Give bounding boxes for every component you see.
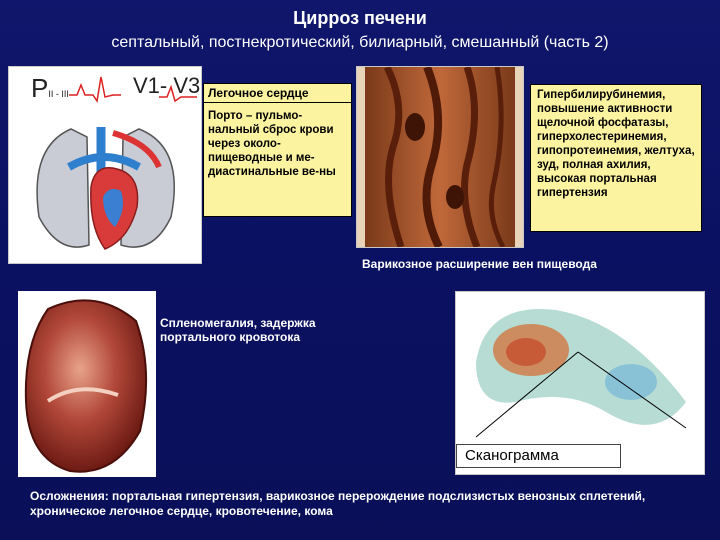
spleen-caption: Спленомегалия, задержка портального кровотока — [160, 316, 316, 344]
esophagus-caption: Варикозное расширение вен пищевода — [362, 257, 597, 271]
pulmonary-heart-box — [203, 83, 352, 217]
lab-findings-text: Гипербилирубинемия, повышение активности щелочной фосфатазы, гиперхолестеринемия, гипопротеинемия, желтуха, зуд, полная ахилия, высокая портальная гипертензия — [537, 89, 695, 199]
pulmonary-heart-heading: Легочное сердце — [204, 84, 351, 103]
lab-findings-box — [530, 84, 702, 232]
slide-title: Цирроз печени — [293, 8, 427, 28]
heart-lungs-illustration — [8, 66, 202, 264]
esophagus-varices-image — [356, 66, 524, 248]
esophagus-drawing — [357, 67, 523, 247]
heart-lungs-drawing — [9, 67, 201, 263]
complications-text: Осложнения: портальная гипертензия, варикозное перерождение подслизистых венозных сплетений, хроническое легочное сердце, кровотечение, кома — [30, 489, 646, 518]
scanogram-label: Сканограмма — [456, 444, 621, 468]
spleen-drawing — [18, 291, 156, 477]
pulmonary-heart-text: Порто – пульмо-нальный сброс крови через около-пищеводные и ме-диастинальные ве-ны — [208, 110, 336, 178]
ecg-label-v: V1- V3 — [133, 73, 201, 98]
slide-subtitle: септальный, постнекротический, билиарный, смешанный (часть 2) — [111, 34, 609, 51]
ecg-label-p: PII - III — [31, 73, 69, 103]
spleen-image — [18, 291, 156, 477]
